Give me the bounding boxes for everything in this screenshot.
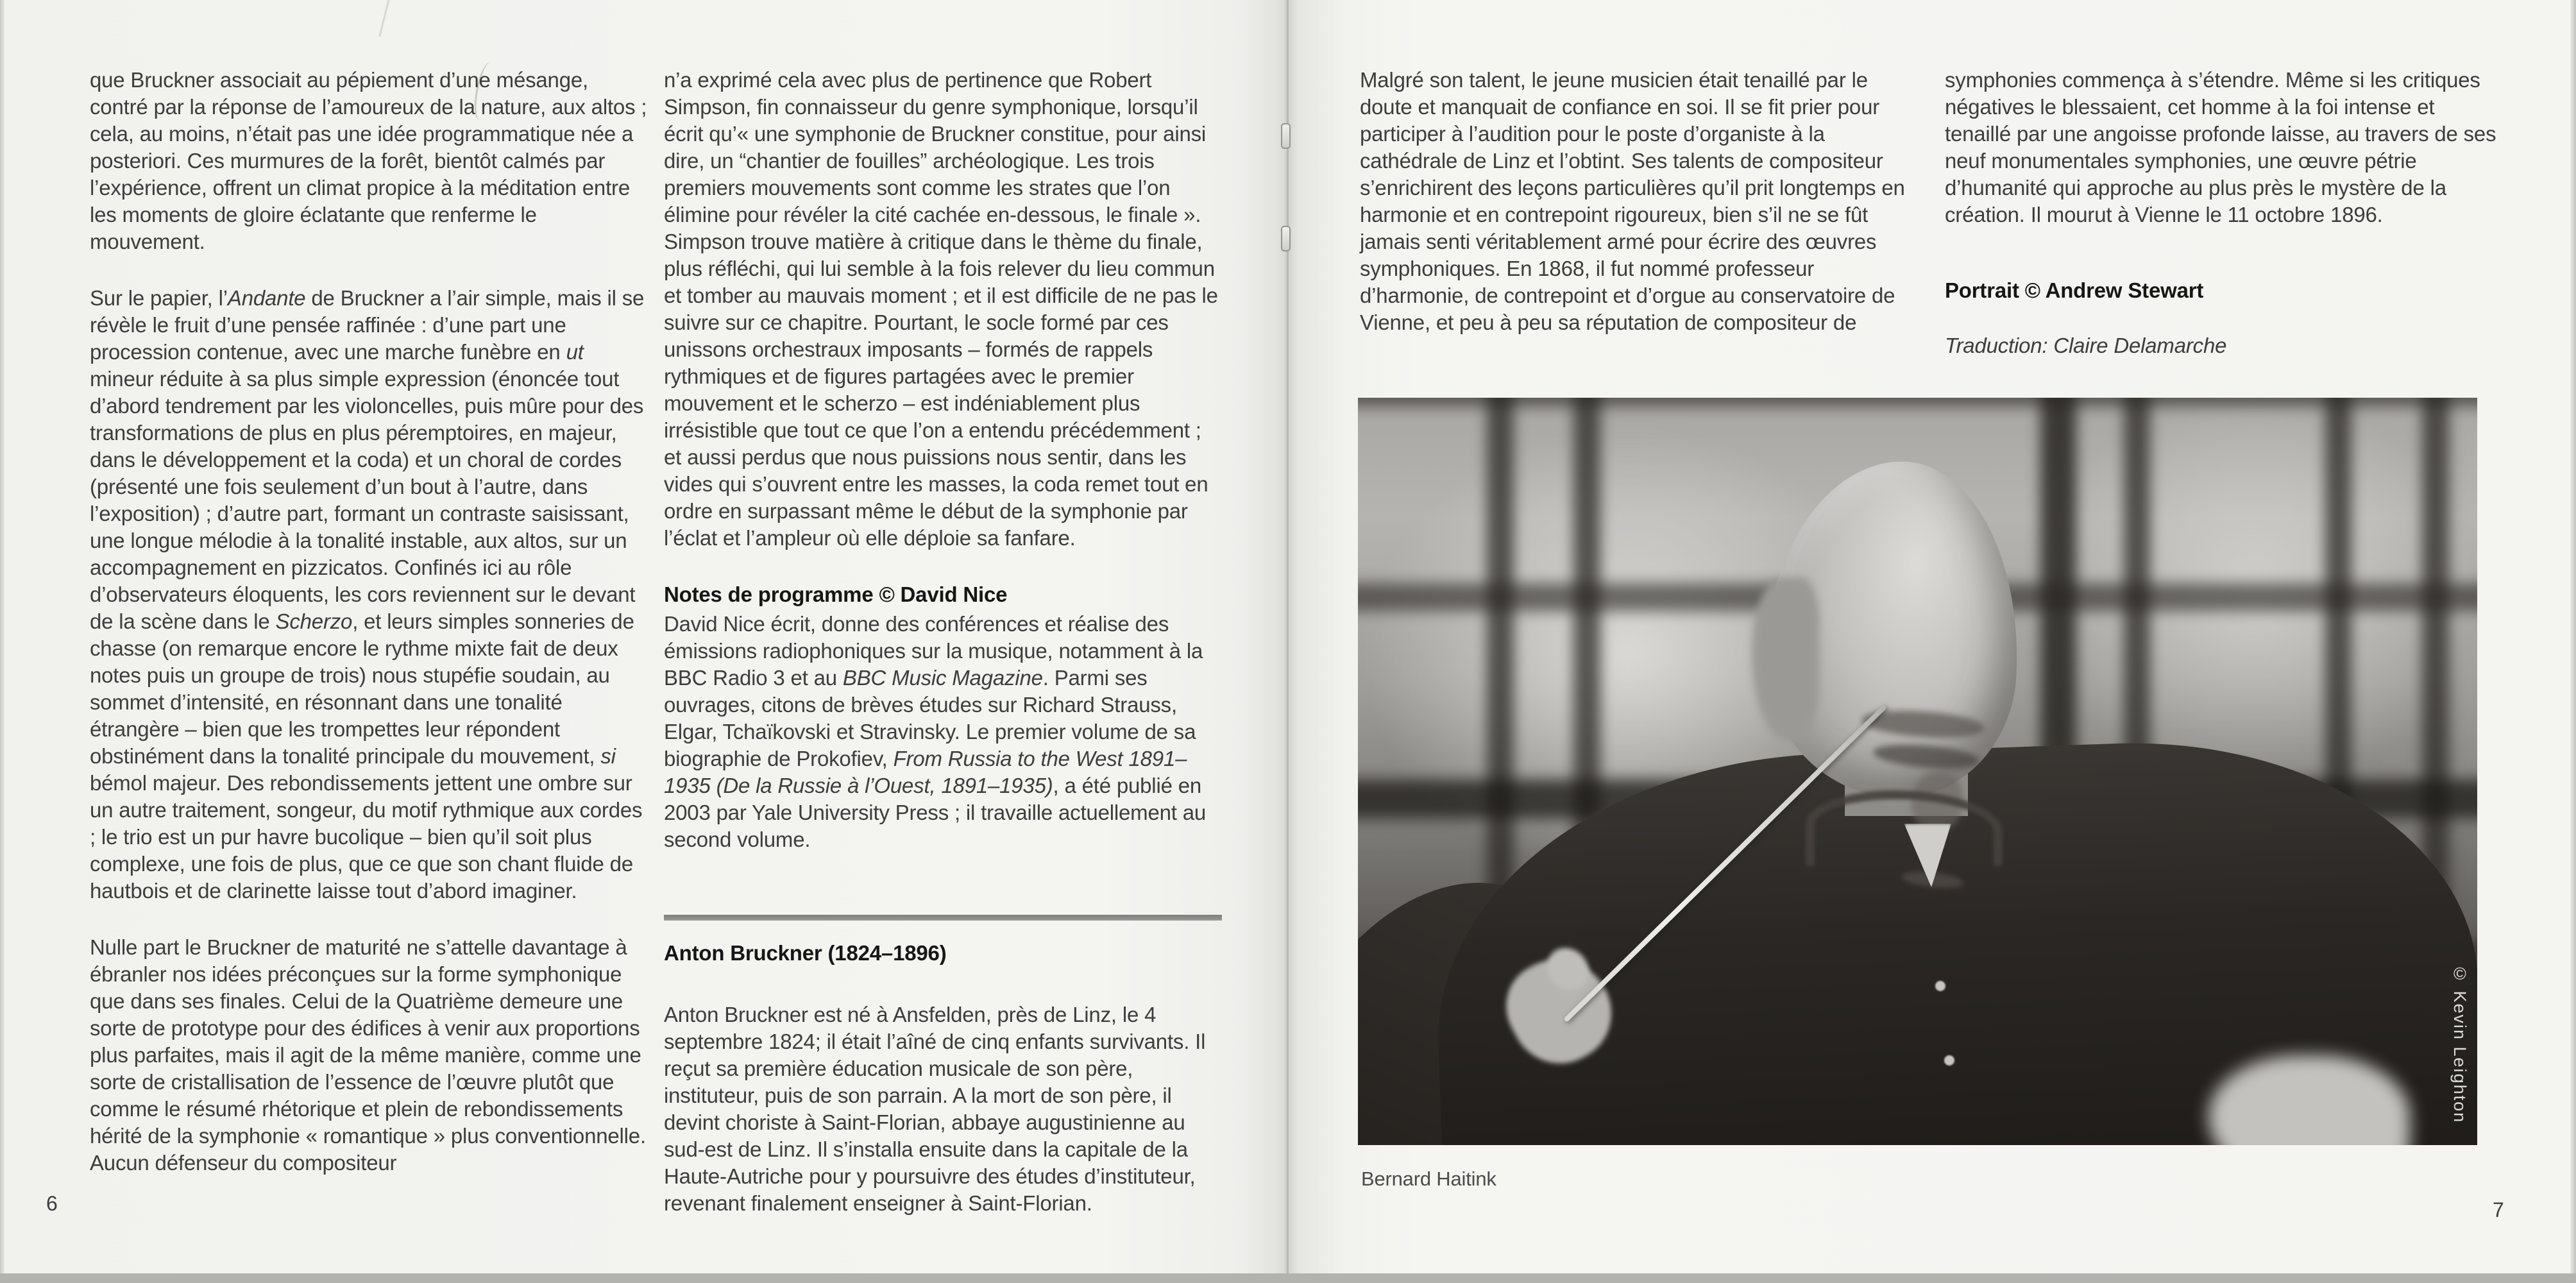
gutter-fold-line — [1287, 0, 1289, 1283]
section-divider-rule — [664, 915, 1222, 921]
staple-top — [1281, 123, 1291, 149]
right-page-column-1 — [1360, 67, 1920, 336]
paragraph: David Nice écrit, donne des conférences et réalise des émissions radiophoniques sur la musique, notamment à la BBC Radio 3 et au BBC Music Magazine. Parmi ses ouvrages, citons de brèves études sur Richard Strauss, Elgar, Tchaïkovski et Stravinsky. Le premier volume de sa biographie de Prokofiev, From Russia to the West 1891–1935 (De la Russie à l’Ouest, 1891–1935), a été publié en 2003 par Yale University Press ; il travaille actuellement au second volume. — [664, 612, 1206, 851]
notes-de-programme-heading: Notes de programme © David Nice — [664, 582, 1008, 606]
polo-button — [1935, 981, 1945, 991]
paragraph: symphonies commença à s’étendre. Même si les critiques négatives le blessaient, cet homme à la foi intense et tenaillé par une angoisse profonde laisse, au travers de ses neuf monumentales symphonies, une œuvre pétrie d’humanité qui approche au plus près le mystère de la création. Il mourut à Vienne le 11 octobre 1896. — [1945, 68, 2496, 226]
scan-edge-left — [0, 0, 4, 1283]
conductor-hair — [1752, 577, 1819, 742]
paragraph: n’a exprimé cela avec plus de pertinence que Robert Simpson, fin connaisseur du genre symphonique, lorsqu’il écrit qu’« une symphonie de Bruckner constitue, pour ainsi dire, un “chantier de fouilles” archéologique. Les trois premiers mouvements sont comme les strates que l’on élimine pour révéler la cité cachée en-dessous, le finale ». Simpson trouve matière à critique dans le thème du finale, plus réfléchi, qui lui semble à la fois relever du lieu commun et tomber au mauvais moment ; et il est difficile de ne pas le suivre sur ce chapitre. Pourtant, le socle formé par ces unissons orchestraux imposants – formés de rappels rythmiques et de figures partagées avec le premier mouvement et le scherzo – est indéniablement plus irrésistible que tout ce que l’on a entendu précédemment ; et aussi perdus que nous puissions nous sentir, dans les vides qui s’ouvrent entre les masses, la coda remet tout en ordre en surpassant même le début de la symphonie par l’éclat et l’ampleur où elle déploie sa fanfare. — [664, 68, 1218, 550]
left-page-column-2 — [664, 67, 1222, 1217]
paragraph: Anton Bruckner est né à Ansfelden, près de Linz, le 4 septembre 1824; il était l’aîné de cinq enfants survivants. Il reçut sa première éducation musicale de son père, instituteur, puis de son parrain. A la mort de son père, il devint choriste à Saint-Florian, abbaye augustinienne au sud-est de Linz. Il s’installa ensuite dans la capitale de la Haute-Autriche pour y poursuivre des études d’instituteur, revenant finalement enseigner à Saint-Florian. — [664, 1003, 1206, 1215]
left-page-column-1 — [90, 67, 648, 1177]
gutter-shadow — [1238, 0, 1347, 1283]
portrait-credit: Portrait © Andrew Stewart — [1945, 278, 2204, 302]
bernard-haitink-photo — [1358, 398, 2477, 1145]
paragraph: Malgré son talent, le jeune musicien était tenaillé par le doute et manquait de confiance en soi. Il se fit prier pour participer à l’audition pour le poste d’organiste à la cathédrale de Linz et l’obtint. Ses talents de compositeur s’enrichirent des leçons particulières qu’il prit longtemps en harmonie et en contrepoint rigoureux, bien s’il ne se fût jamais senti véritablement armé pour écrire des œuvres symphoniques. En 1868, il fut nommé professeur d’harmonie, de contrepoint et d’orgue au conservatoire de Vienne, et peu à peu sa réputation de compositeur de — [1360, 68, 1905, 334]
scan-edge-bottom — [0, 1273, 2576, 1283]
anton-bruckner-heading: Anton Bruckner (1824–1896) — [664, 941, 947, 965]
photo-caption: Bernard Haitink — [1361, 1168, 1496, 1190]
translation-credit: Traduction: Claire Delamarche — [1945, 334, 2227, 357]
paragraph: Sur le papier, l’Andante de Bruckner a l’air simple, mais il se révèle le fruit d’une pensée raffinée : d’une part une procession contenue, avec une marche funèbre en ut mineur réduite à sa plus simple expression (énoncée tout d’abord tendrement par les violoncelles, puis mûre pour des transformations de plus en plus péremptoires, en majeur, dans le développement et la coda) et un choral de cordes (présenté une fois seulement d’un bout à l’autre, dans l’exposition) ; d’autre part, formant un contraste saisissant, une longue mélodie à la tonalité instable, aux altos, sur un accompagnement en pizzicatos. Confinés ici au rôle d’observateurs éloquents, les cors reviennent sur le devant de la scène dans le Scherzo, et leurs simples sonneries de chasse (on remarque encore le rythme mixte fait de deux notes puis un groupe de trois) nous stupéfie soudain, au sommet d’intensité, en résonnant dans une tonalité étrangère – bien que les trompettes leur répondent obstinément dans la tonalité principale du mouvement, si bémol majeur. Des rebondissements jettent une ombre sur un autre traitement, songeur, du motif rythmique aux cordes ; le trio est un pur havre bucolique – bien qu’il soit plus complexe, une fois de plus, que ce que son chant fluide de hautbois et de clarinette laisse tout d’abord imaginer. — [90, 286, 645, 903]
page-number-right: 7 — [2493, 1198, 2504, 1221]
scan-edge-right — [2570, 0, 2576, 1283]
conductor-figure — [1358, 398, 2477, 1145]
right-page-column-2 — [1945, 67, 2505, 359]
paragraph: Nulle part le Bruckner de maturité ne s’attelle davantage à ébranler nos idées préconçues sur la forme symphonique que dans ses finales. Celui de la Quatrième demeure une sorte de prototype pour des édifices à venir aux proportions plus parfaites, mais il agit de la même manière, comme une sorte de cristallisation de l’essence de l’œuvre plutôt que comme le résumé rhétorique et plein de rebondissements hérité de la symphonie « romantique » plus conventionnelle. Aucun défenseur du compositeur — [90, 935, 646, 1175]
staple-bottom — [1281, 226, 1291, 251]
paragraph: que Bruckner associait au pépiement d’une mésange, contré par la réponse de l’amoureux de la nature, aux altos ; cela, au moins, n’était pas une idée programmatique née a posteriori. Ces murmures de la forêt, bientôt calmés par l’expérience, offrent un climat propice à la méditation entre les moments de gloire éclatante que renferme le mouvement. — [90, 68, 647, 253]
photo-credit: © Kevin Leighton — [2450, 964, 2470, 1123]
page-number-left: 6 — [46, 1192, 58, 1215]
